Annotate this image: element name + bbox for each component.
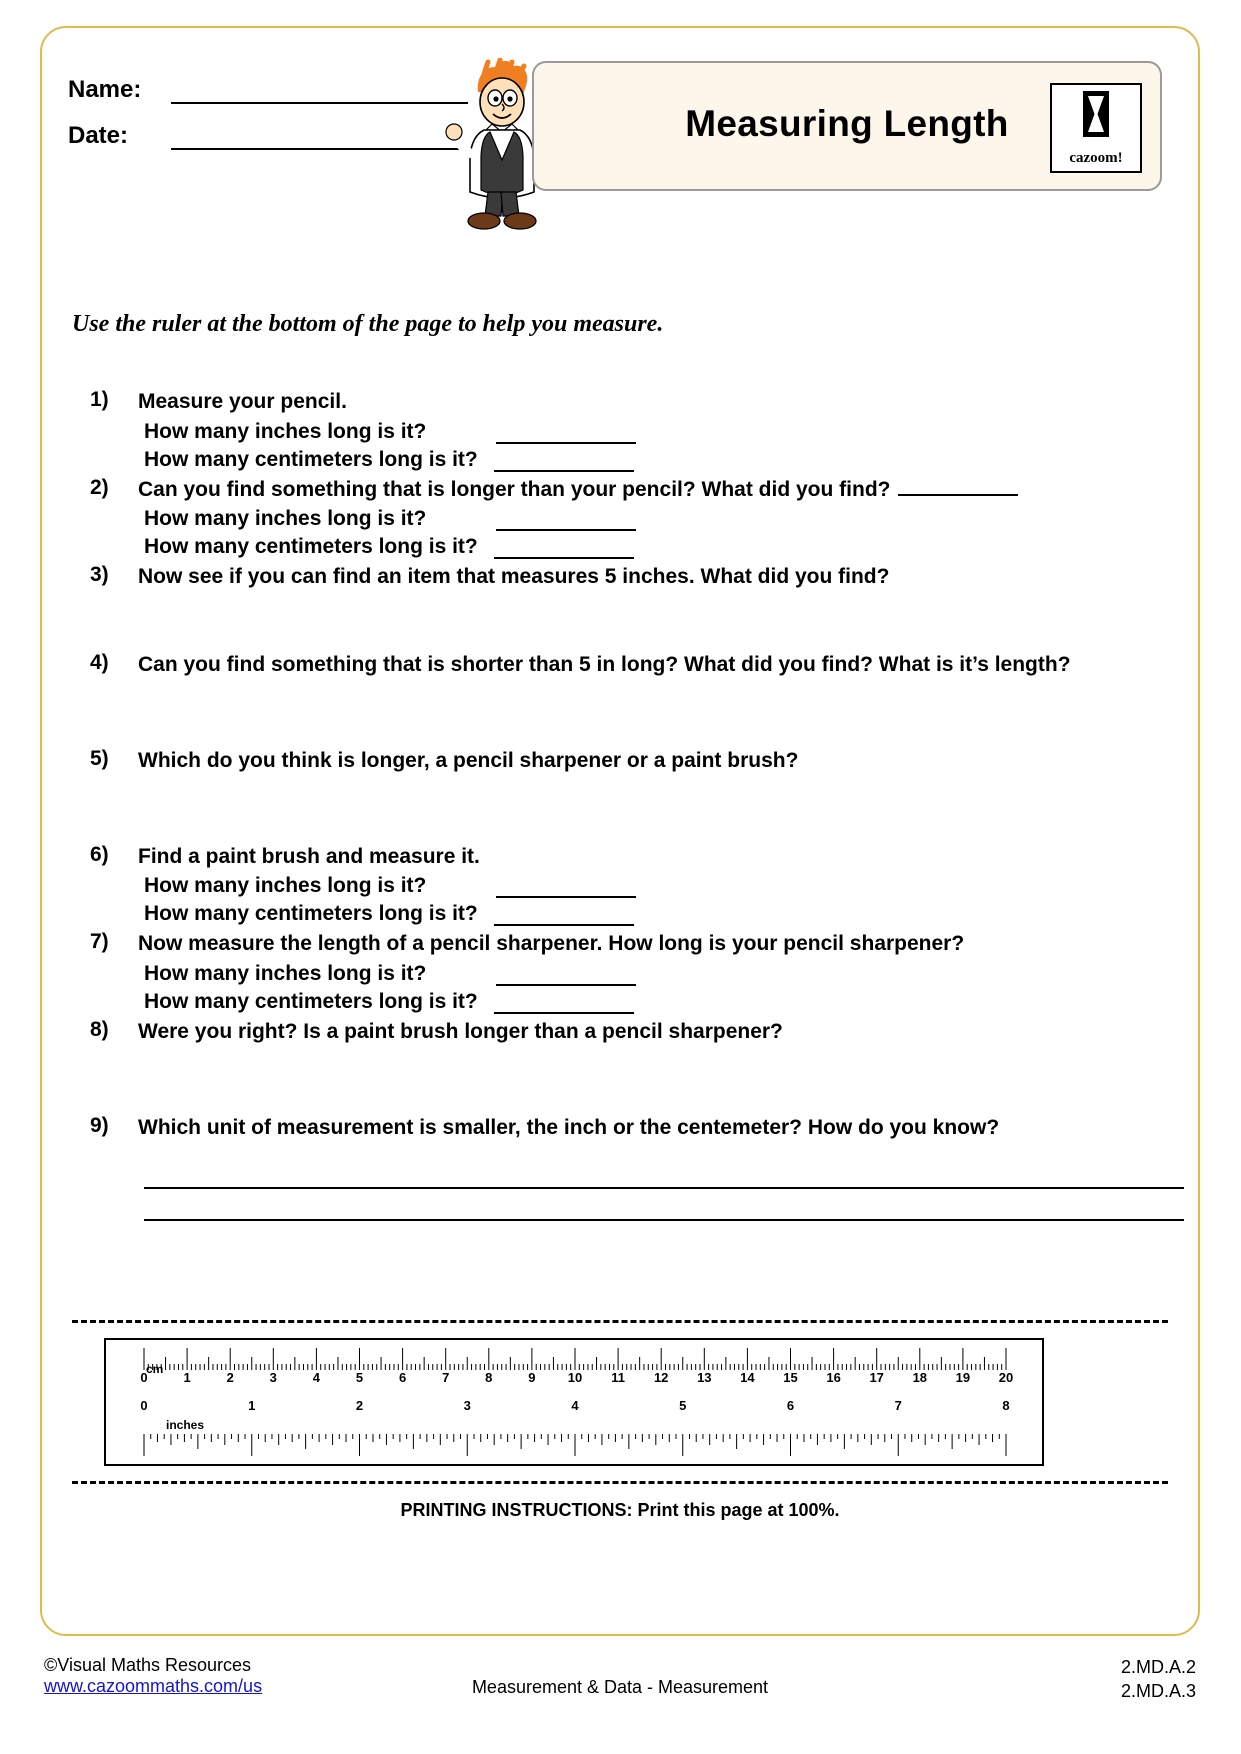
cm-tick-label: 5 bbox=[355, 1370, 364, 1385]
copyright-text: ©Visual Maths Resources bbox=[44, 1655, 252, 1675]
worksheet-page bbox=[40, 26, 1200, 1636]
question-number: 9) bbox=[90, 1113, 109, 1137]
answer-blank[interactable] bbox=[494, 456, 634, 472]
inch-tick-label: 3 bbox=[463, 1398, 471, 1413]
question-number: 2) bbox=[90, 475, 109, 499]
cm-tick-label: 15 bbox=[783, 1370, 798, 1385]
sub-question-inches bbox=[138, 874, 1180, 898]
worksheet-header bbox=[42, 28, 1198, 213]
cm-unit-label: cm bbox=[146, 1362, 164, 1376]
sub-question-centimeters bbox=[138, 902, 1180, 926]
cm-tick-label: 8 bbox=[485, 1370, 493, 1385]
question-text: Find a paint brush and measure it. bbox=[138, 844, 480, 868]
inch-tick-label: 7 bbox=[894, 1398, 902, 1413]
inch-tick-label: 0 bbox=[140, 1398, 148, 1413]
sub-question-centimeters bbox=[138, 448, 1180, 472]
question-text: Measure your pencil. bbox=[138, 390, 347, 413]
question-number: 6) bbox=[90, 842, 109, 866]
question-number: 7) bbox=[90, 930, 109, 954]
footer-topic: Measurement & Data - Measurement bbox=[471, 1677, 769, 1697]
inch-tick-label: 5 bbox=[679, 1398, 687, 1413]
cm-tick-label: 11 bbox=[611, 1370, 625, 1385]
question-item bbox=[90, 563, 1180, 647]
standard-code-2: 2.MD.A.3 bbox=[1120, 1681, 1196, 1702]
answer-blank[interactable] bbox=[898, 480, 1018, 496]
question-list bbox=[90, 388, 1180, 1225]
inch-tick-label: 4 bbox=[571, 1398, 579, 1413]
student-info-block bbox=[68, 76, 468, 168]
sub-question-label: How many centimeters long is it? bbox=[144, 990, 478, 1014]
question-item bbox=[90, 388, 1180, 472]
question-text: Were you right? Is a paint brush longer than a pencil sharpener? bbox=[138, 1020, 783, 1044]
inch-number-row bbox=[106, 1398, 1042, 1416]
cm-tick-label: 17 bbox=[869, 1370, 884, 1385]
cm-tick-label: 14 bbox=[740, 1370, 755, 1385]
inch-tick-label: 2 bbox=[355, 1398, 364, 1413]
answer-blank-line[interactable] bbox=[144, 1189, 1184, 1221]
cut-line-bottom bbox=[72, 1481, 1168, 1484]
cm-tick-label: 7 bbox=[442, 1370, 450, 1385]
name-input-line[interactable] bbox=[171, 82, 468, 104]
answer-blank-line[interactable] bbox=[144, 1157, 1184, 1189]
question-item bbox=[90, 1018, 1180, 1110]
page-title: Measuring Length bbox=[685, 103, 1009, 144]
cm-number-row bbox=[106, 1370, 1042, 1388]
question-number: 3) bbox=[90, 563, 109, 587]
website-link[interactable]: www.cazoommaths.com/us bbox=[44, 1676, 263, 1696]
cm-tick-label: 16 bbox=[826, 1370, 841, 1385]
sub-question-inches bbox=[138, 420, 1180, 444]
cm-tick-label: 2 bbox=[226, 1370, 234, 1385]
answer-blank[interactable] bbox=[496, 515, 636, 531]
cm-tick-label: 9 bbox=[528, 1370, 536, 1385]
question-text: Which unit of measurement is smaller, the inch or the centemeter? How do you know? bbox=[138, 1115, 1000, 1139]
cm-tick-label: 10 bbox=[567, 1370, 583, 1385]
cm-tick-label: 3 bbox=[269, 1370, 277, 1385]
cut-line-top bbox=[72, 1320, 1168, 1323]
sub-question-inches bbox=[138, 962, 1180, 986]
inch-tick-label: 8 bbox=[1002, 1398, 1010, 1413]
sub-question-label: How many centimeters long is it? bbox=[144, 902, 478, 926]
sub-question-label: How many inches long is it? bbox=[144, 507, 427, 531]
cm-tick-label: 19 bbox=[955, 1370, 971, 1385]
date-label: Date: bbox=[68, 122, 129, 149]
question-text: Now measure the length of a pencil sharpener. How long is your pencil sharpener? bbox=[138, 932, 965, 956]
footer-standards bbox=[1121, 1655, 1196, 1704]
cm-tick-label: 0 bbox=[140, 1370, 148, 1385]
question-item bbox=[90, 747, 1180, 839]
question-text: Which do you think is longer, a pencil sharpener or a paint brush? bbox=[138, 748, 799, 772]
question-text bbox=[138, 476, 1180, 504]
inch-tick-label: 1 bbox=[248, 1398, 256, 1413]
question-item bbox=[90, 843, 1180, 927]
cm-tick-label: 12 bbox=[653, 1370, 669, 1385]
question-text: Can you find something that is shorter than 5 in long? What did you find? What is it’s length? bbox=[138, 653, 1071, 677]
answer-blank[interactable] bbox=[496, 970, 636, 986]
cm-tick-label: 6 bbox=[398, 1370, 407, 1385]
question-text: Now see if you can find an item that measures 5 inches. What did you find? bbox=[138, 565, 890, 589]
cm-tick-label: 1 bbox=[183, 1370, 191, 1385]
print-instructions: PRINTING INSTRUCTIONS: Print this page at 100%. bbox=[400, 1500, 840, 1520]
date-input-line[interactable] bbox=[171, 128, 468, 150]
date-field-row bbox=[68, 122, 468, 150]
inch-tick-label: 6 bbox=[786, 1398, 795, 1413]
question-item bbox=[90, 1114, 1180, 1222]
question-text-label: Can you find something that is longer than your pencil? What did you find? bbox=[138, 477, 891, 501]
question-item bbox=[90, 651, 1180, 743]
sub-question-inches bbox=[138, 507, 1180, 531]
cm-tick-label: 20 bbox=[998, 1370, 1014, 1385]
sub-question-label: How many inches long is it? bbox=[144, 874, 427, 898]
sub-question-centimeters bbox=[138, 990, 1180, 1014]
answer-blank[interactable] bbox=[496, 882, 636, 898]
question-number: 8) bbox=[90, 1018, 109, 1042]
question-item bbox=[90, 930, 1180, 1014]
answer-blank[interactable] bbox=[494, 543, 634, 559]
cm-tick-label: 18 bbox=[912, 1370, 928, 1385]
question-number: 4) bbox=[90, 651, 109, 675]
answer-blank[interactable] bbox=[496, 428, 636, 444]
sub-question-centimeters bbox=[138, 535, 1180, 559]
ruler-graphic bbox=[104, 1338, 1044, 1466]
cazoom-logo bbox=[1050, 83, 1142, 173]
instruction-text: Use the ruler at the bottom of the page to help you measure. bbox=[72, 311, 664, 337]
sub-question-label: How many centimeters long is it? bbox=[144, 447, 478, 471]
hourglass-icon bbox=[1083, 91, 1109, 137]
logo-wordmark: cazoom! bbox=[1069, 150, 1123, 166]
name-field-row bbox=[68, 76, 468, 104]
answer-blank[interactable] bbox=[494, 998, 634, 1014]
answer-write-lines bbox=[138, 1157, 1184, 1221]
title-box bbox=[532, 61, 1162, 191]
sub-question-label: How many inches long is it? bbox=[144, 962, 427, 986]
sub-question-label: How many inches long is it? bbox=[144, 419, 427, 443]
name-label: Name: bbox=[68, 76, 142, 103]
inch-unit-label: inches bbox=[166, 1418, 205, 1432]
sub-question-label: How many centimeters long is it? bbox=[144, 535, 478, 559]
question-number: 5) bbox=[90, 746, 109, 770]
cm-tick-label: 4 bbox=[312, 1370, 321, 1385]
answer-blank[interactable] bbox=[494, 910, 634, 926]
question-item bbox=[90, 476, 1180, 560]
cm-tick-label: 13 bbox=[697, 1370, 712, 1385]
standard-code-1: 2.MD.A.2 bbox=[1120, 1657, 1196, 1677]
question-number: 1) bbox=[90, 388, 109, 411]
